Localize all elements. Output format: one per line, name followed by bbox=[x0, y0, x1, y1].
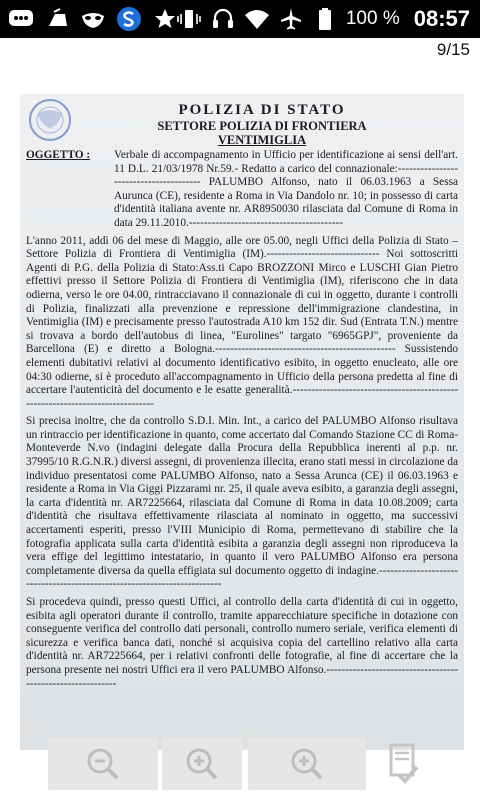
document-text bbox=[26, 102, 458, 691]
oggetto-block bbox=[26, 149, 458, 231]
paragraph-2: Si precisa inoltre, che da controllo S.D.I. Min. Int., a carico del PALUMBO Alfonso risultava un rintraccio per identificazione in quanto, come accertato dal Comando Stazione CC di Roma-Monteverde N.vo (indagini delegate dalla Procura della Repubblica inerenti al p.p. nr. 37995/10 R.G.N.R.) diversi assegni, di provenienza illecita, erano stati messi in circolazione da individuo presentatosi come PALUMBO Alfonso, nato a Sessa Arunca (CE) il 06.03.1963 e residente a Roma in Via Giggi Pizzarami nr. 25, il quale aveva esibito, a garanzia degli assegni, la carta d'identità nr. AR7225664, rilasciata dal Comune di Roma in data 10.08.2009; carta d'identità che risultava effettivamente rilasciata al nominato in oggetto, ma successivi accertamenti esperiti, presso l'VIII Municipio di Roma, permettevano di stabilire che la fotografia applicata sulla carta d'identità esibita a garanzia degli assegni non riproduceva la vera effige del legittimo intestatario, in quanto il vero PALUMBO Alfonso era persona completamente diversa da quella effigiata sul documento oggetto di indagine.------------------------------------------------------------------------- bbox=[26, 415, 458, 591]
messages-icon bbox=[8, 6, 34, 32]
vibrate-icon bbox=[176, 6, 202, 32]
zoom-in-icon bbox=[182, 744, 222, 784]
page-counter: 9/15 bbox=[436, 40, 470, 59]
zoom-in-plus-icon bbox=[287, 744, 327, 784]
s-app-icon bbox=[116, 6, 142, 32]
bottom-toolbar bbox=[0, 736, 480, 800]
checklist-icon bbox=[383, 741, 423, 787]
checklist-button[interactable] bbox=[372, 738, 434, 790]
headset-icon bbox=[210, 6, 236, 32]
star-icon bbox=[152, 6, 178, 32]
airplane-icon bbox=[278, 6, 304, 32]
document-page bbox=[20, 94, 464, 750]
sweep-icon bbox=[44, 6, 70, 32]
zoom-out-button[interactable] bbox=[48, 738, 158, 790]
paragraph-3: Si procedeva quindi, presso questi Uffici, al controllo della carta d'identità di cui in oggetto, esibita agli operatori durante il controllo, tramite apparecchiature specifiche in dotazione con conseguente verifica del controllo dati personali, controllo numero seriale, verifica elementi di sicurezza e verifica banca dati, nonché si acquisiva copia del cartellino relativo alla carta d'identità nr. AR7225664, per i relativi confronti delle fotografie, al fine di accertare che la persona presente nei nostri Uffici era il vero PALUMBO Alfonso.----------------------------------------------------------- bbox=[26, 596, 458, 690]
paragraph-1: L'anno 2011, addì 06 del mese di Maggio, alle ore 05.00, negli Uffici della Polizia di Stato – Settore Polizia di Frontiera di Ventimiglia (IM).------------------------------ Noi sottoscritti Agenti di P.G. della Polizia di Stato:Ass.ti Capo BROZZONI Mirco e LUSCHI Gian Pietro effettivi presso il Settore Polizia di Frontiera di Ventimiglia (IM), riferiscono che in data odierna, verso le ore 04.00, rintracciavano il connazionale di cui in oggetto, durante i controlli di Polizia, finalizzati alla prevenzione e repressione dell'immigrazione clandestina, in Ventimiglia (IM) e precisamente presso l'autostrada A10 km 152 dir. Sud (Entrata T.N.) mentre si trovava a bordo dell'autobus di linea, "Eurolines" targato "6965GPJ", proveniente da Barcellona (E) e diretto a Bologna.------------------------------------------------ Sussistendo elementi dubitativi relativi al documento identificativo esibito, in oggetto enucleato, alle ore 04:30 odierne, si è proceduto all'accompagnamento in Ufficio della persona predetta al fine di accertare l'autenticità del documento e le esatte generalità.------------------------------------------------------------------------------ bbox=[26, 234, 458, 410]
document-viewer[interactable] bbox=[20, 94, 464, 750]
status-bar bbox=[0, 0, 480, 38]
clock: 08:57 bbox=[413, 6, 470, 31]
zoom-out-icon bbox=[83, 744, 123, 784]
battery-percent: 100 % bbox=[345, 8, 400, 29]
doc-header-line2: SETTORE POLIZIA DI FRONTIERA bbox=[157, 119, 367, 133]
mask-icon bbox=[80, 6, 106, 32]
oggetto-text: Verbale di accompagnamento in Ufficio per identificazione ai sensi dell'art. 11 D.L. 21/03/1978 Nr.59.- Redatto a carico del connazionale:--------------------------------------- PALUMBO Alfonso, nato il 06.03.1963 a Sessa Aurunca (CE), residente a Roma in Via Dandolo nr. 10; in possesso di carta d'identità italiana avente nr. AR8950030 rilasciata dal Comune di Roma in data 29.11.2010.----------------------------------------- bbox=[114, 149, 458, 229]
zoom-in-button[interactable] bbox=[162, 738, 242, 790]
doc-header-line3: VENTIMIGLIA bbox=[217, 133, 307, 147]
oggetto-label: OGGETTO : bbox=[26, 149, 91, 161]
wifi-icon bbox=[244, 6, 270, 32]
zoom-in-plus-button[interactable] bbox=[248, 738, 366, 790]
doc-header-line1: POLIZIA DI STATO bbox=[178, 102, 346, 118]
battery-icon bbox=[312, 6, 338, 32]
